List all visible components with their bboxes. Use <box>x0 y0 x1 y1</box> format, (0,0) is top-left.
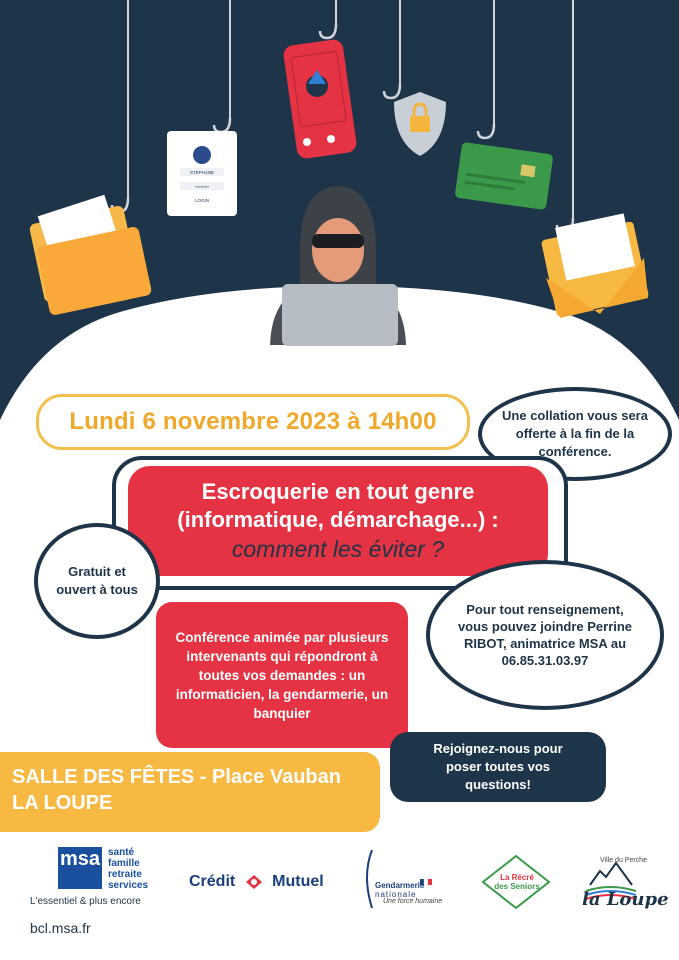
venue-line-2: LA LOUPE <box>12 792 113 814</box>
gendarmerie-sub: nationale <box>375 890 417 899</box>
credit-mutuel-logo <box>189 873 324 891</box>
credit-mutuel-right: Mutuel <box>272 873 324 890</box>
title-line-2: (informatique, démarchage...) : <box>177 507 499 532</box>
join-us-box <box>390 732 606 802</box>
join-us-text: Rejoignez-nous pour poser toutes vos questions! <box>433 741 563 792</box>
gendarmerie-name: Gendarmerie <box>375 881 425 890</box>
hero-illustration <box>0 0 679 440</box>
title-line-3: comment les éviter ? <box>231 536 445 562</box>
recre-bottom: des Seniors <box>494 882 540 891</box>
contact-bubble <box>426 560 664 710</box>
la-loupe-small: Ville du Perche <box>600 857 647 864</box>
contact-text: Pour tout renseignement, vous pouvez joindre Perrine RIBOT, animatrice MSA au 06.85.31.03.97 <box>457 602 633 668</box>
credit-mutuel-left: Crédit <box>189 873 236 890</box>
la-loupe-text: la Loupe <box>582 889 669 910</box>
msa-words <box>108 847 148 891</box>
msa-word-3: retraite <box>108 869 142 880</box>
venue-banner <box>0 752 380 832</box>
msa-word-1: santé <box>108 847 135 858</box>
collation-text: Une collation vous sera offerte à la fin de la conférence. <box>502 408 648 459</box>
conference-description <box>156 602 408 748</box>
conference-description-text: Conférence animée par plusieurs intervenants qui répondront à toutes vos demandes : un informaticien, la gendarmerie, un banquier <box>175 629 389 721</box>
svg-text:LOGIN: LOGIN <box>194 198 210 203</box>
msa-logo <box>58 847 102 889</box>
recre-top: La Récré <box>500 873 534 882</box>
recre-seniors-text <box>491 873 543 891</box>
free-admission-bubble <box>34 523 160 639</box>
svg-text:********: ******** <box>194 185 210 190</box>
venue-line-1: SALLE DES FÊTES - Place Vauban <box>12 766 341 788</box>
free-admission-text: Gratuit et ouvert à tous <box>56 564 138 597</box>
gendarmerie-motto: Une force humaine <box>383 898 443 905</box>
msa-word-4: services <box>108 880 149 891</box>
msa-tagline: L'essentiel & plus encore <box>30 896 141 907</box>
login-card-icon <box>167 131 237 216</box>
msa-word-2: famille <box>108 858 140 869</box>
event-date: Lundi 6 novembre 2023 à 14h00 <box>36 394 470 450</box>
title-line-1: Escroquerie en tout genre <box>201 479 475 504</box>
gendarmerie-text <box>375 881 424 899</box>
msa-letters: msa <box>59 848 101 870</box>
svg-text:STEPHANE: STEPHANE <box>189 170 215 175</box>
msa-url: bcl.msa.fr <box>30 920 91 936</box>
credit-mutuel-icon <box>244 874 264 890</box>
conference-title <box>128 466 548 576</box>
